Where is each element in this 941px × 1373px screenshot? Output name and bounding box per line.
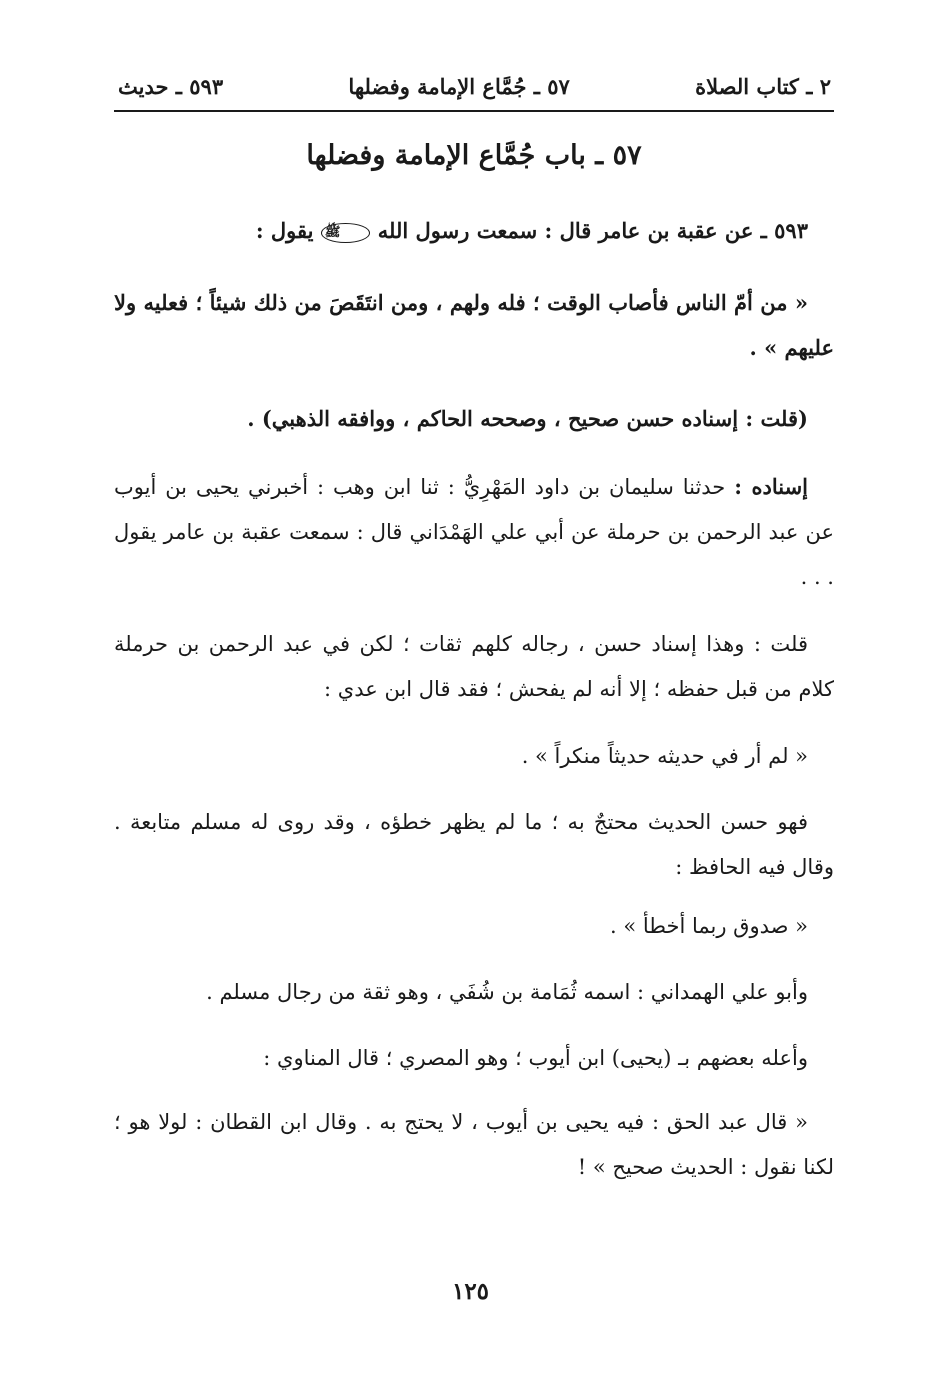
commentary-paragraph: قلت : وهذا إسناد حسن ، رجاله كلهم ثقات ؛ لكن في عبد الرحمن بن حرملة كلام من قبل حفظه ؛ إلا أنه لم يفحش ؛ فقد قال ابن عدي :	[114, 632, 834, 701]
chapter-title: ٥٧ ـ باب جُمَّاع الإمامة وفضلها	[306, 140, 642, 171]
commentary-paragraph: وأبو علي الهمداني : اسمه ثُمَامة بن شُفَي ، وهو ثقة من رجال مسلم .	[206, 980, 808, 1004]
header-divider	[114, 110, 834, 112]
ibn-adi-quote: « لم أر في حديثه حديثاً منكراً » .	[521, 744, 808, 768]
header-book-title: ٢ ـ كتاب الصلاة	[695, 73, 831, 99]
isnad-label: إسناده :	[734, 474, 809, 499]
header-hadith-number: ٥٩٣ ـ حديث	[118, 73, 224, 99]
hafiz-quote: « صدوق ربما أخطأ » .	[609, 914, 808, 938]
isnad-text: حدثنا سليمان بن داود المَهْرِيُّ : ثنا ابن وهب : أخبرني يحيى بن أيوب عن عبد الرحمن بن حرملة عن أبي علي الهَمْدَاني قال : سمعت عقبة بن عامر يقول . . .	[114, 475, 834, 589]
hadith-intro-text: ٥٩٣ ـ عن عقبة بن عامر قال : سمعت رسول الله	[377, 218, 808, 243]
hadith-text: « من أمّ الناس فأصاب الوقت ؛ فله ولهم ، ومن انتَقَصَ من ذلك شيئاً ؛ فعليه ولا عليهم » .	[114, 290, 834, 360]
hadith-intro-verb: يقول :	[255, 218, 314, 243]
isnad-paragraph	[114, 464, 834, 600]
commentary-paragraph: فهو حسن الحديث محتجٌ به ؛ ما لم يظهر خطؤه ، وقد روى له مسلم متابعة . وقال فيه الحافظ :	[114, 810, 834, 879]
page-number: ١٢٥	[451, 1278, 490, 1305]
hadith-intro	[114, 208, 834, 253]
commentary-paragraph: وأعله بعضهم بـ (يحيى) ابن أيوب ؛ وهو المصري ؛ قال المناوي :	[263, 1046, 808, 1070]
munawi-quote: « قال عبد الحق : فيه يحيى بن أيوب ، لا يحتج به . وقال ابن القطان : لولا هو ؛ لكنا نقول : الحديث صحيح » !	[114, 1110, 834, 1179]
salutation-ligature-icon: ﷺ	[321, 223, 371, 243]
header-chapter-title: ٥٧ ـ جُمَّاع الإمامة وفضلها	[348, 73, 570, 99]
running-header	[118, 66, 831, 106]
grading-note: (قلت : إسناده حسن صحيح ، وصححه الحاكم ، ووافقه الذهبي) .	[247, 406, 808, 431]
